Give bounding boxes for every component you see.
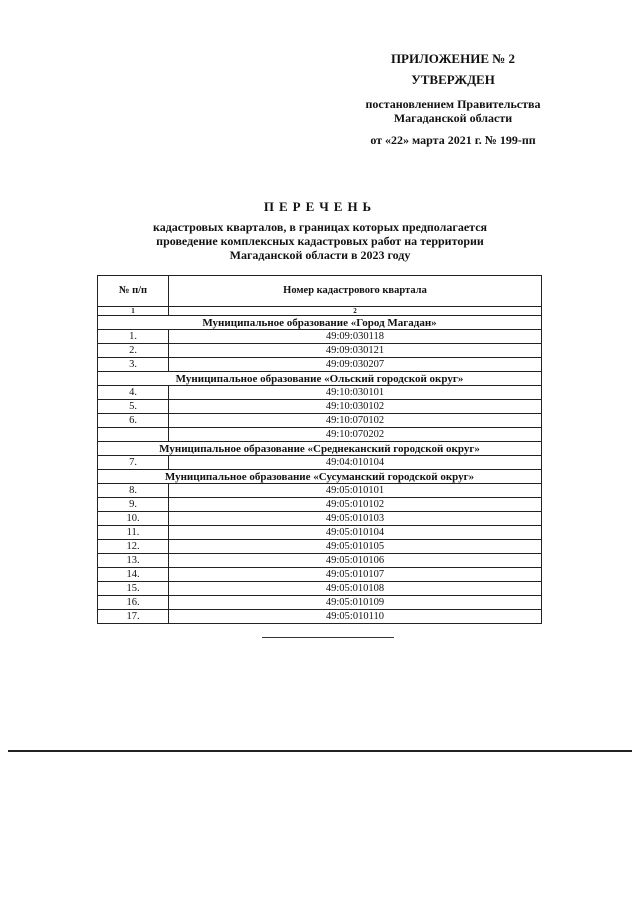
row-number: 13.	[98, 554, 169, 568]
municipality-name: Муниципальное образование «Город Магадан»	[98, 316, 542, 330]
cadastral-number: 49:05:010102	[169, 498, 542, 512]
cadastral-number: 49:09:030207	[169, 358, 542, 372]
document-title: ПЕРЕЧЕНЬ	[263, 199, 377, 214]
table-row	[98, 596, 542, 610]
cadastral-number: 49:05:010109	[169, 596, 542, 610]
table-row	[98, 568, 542, 582]
row-number: 5.	[98, 400, 169, 414]
appendix-label: ПРИЛОЖЕНИЕ № 2	[390, 51, 516, 66]
cadastral-number: 49:05:010101	[169, 484, 542, 498]
cadastral-number: 49:04:010104	[169, 456, 542, 470]
cadastral-number: 49:10:030102	[169, 400, 542, 414]
group-row	[98, 372, 542, 386]
row-number: 11.	[98, 526, 169, 540]
row-number: 15.	[98, 582, 169, 596]
row-number: 1.	[98, 330, 169, 344]
row-number: 4.	[98, 386, 169, 400]
row-number: 16.	[98, 596, 169, 610]
column-index-2: 2	[169, 307, 542, 316]
end-separator	[262, 637, 394, 638]
table-row	[98, 330, 542, 344]
table-row	[98, 344, 542, 358]
row-number: 12.	[98, 540, 169, 554]
table-row	[98, 582, 542, 596]
table-row	[98, 428, 542, 442]
cadastral-number: 49:10:070202	[169, 428, 542, 442]
table-row	[98, 540, 542, 554]
table-row	[98, 526, 542, 540]
subtitle-line-3: Магаданской области в 2023 году	[229, 248, 411, 262]
row-number: 6.	[98, 414, 169, 428]
table-row	[98, 512, 542, 526]
municipality-name: Муниципальное образование «Среднеканский городской округ»	[98, 442, 542, 456]
row-number: 7.	[98, 456, 169, 470]
resolution-line-1: постановлением Правительства	[365, 97, 541, 111]
cadastral-number: 49:05:010107	[169, 568, 542, 582]
table-row	[98, 456, 542, 470]
subtitle-line-2: проведение комплексных кадастровых работ на территории	[156, 234, 484, 248]
table-row	[98, 400, 542, 414]
subtitle-line-1: кадастровых кварталов, в границах которых предполагается	[152, 220, 488, 234]
resolution-line-2: Магаданской области	[393, 111, 513, 125]
table-row	[98, 414, 542, 428]
cadastral-number: 49:09:030118	[169, 330, 542, 344]
row-number: 10.	[98, 512, 169, 526]
table-row	[98, 358, 542, 372]
municipality-name: Муниципальное образование «Ольский городской округ»	[98, 372, 542, 386]
row-number: 8.	[98, 484, 169, 498]
column-index-1: 1	[98, 307, 169, 316]
cadastral-number: 49:05:010103	[169, 512, 542, 526]
table-row	[98, 484, 542, 498]
group-row	[98, 442, 542, 456]
table-body	[98, 316, 542, 624]
cadastral-number: 49:09:030121	[169, 344, 542, 358]
document-subtitle	[90, 220, 550, 262]
group-row	[98, 470, 542, 484]
cadastral-number: 49:05:010105	[169, 540, 542, 554]
group-row	[98, 316, 542, 330]
cadastral-number: 49:05:010106	[169, 554, 542, 568]
table-row	[98, 498, 542, 512]
cadastral-number: 49:10:030101	[169, 386, 542, 400]
approved-label: УТВЕРЖДЕН	[411, 72, 495, 87]
row-number: 14.	[98, 568, 169, 582]
column-header-cadastral-number: Номер кадастрового квартала	[169, 276, 542, 307]
row-number: 2.	[98, 344, 169, 358]
row-number: 17.	[98, 610, 169, 624]
table-row	[98, 610, 542, 624]
row-number: 3.	[98, 358, 169, 372]
page-bottom-rule	[8, 750, 632, 752]
cadastral-quarters-table	[97, 275, 542, 624]
resolution-date: от «22» марта 2021 г. № 199-пп	[370, 133, 536, 147]
row-number: 9.	[98, 498, 169, 512]
row-number	[98, 428, 169, 442]
cadastral-number: 49:05:010110	[169, 610, 542, 624]
cadastral-number: 49:05:010108	[169, 582, 542, 596]
table-row	[98, 386, 542, 400]
cadastral-number: 49:05:010104	[169, 526, 542, 540]
column-header-number: № п/п	[98, 276, 169, 307]
cadastral-number: 49:10:070102	[169, 414, 542, 428]
municipality-name: Муниципальное образование «Сусуманский городской округ»	[98, 470, 542, 484]
table-row	[98, 554, 542, 568]
